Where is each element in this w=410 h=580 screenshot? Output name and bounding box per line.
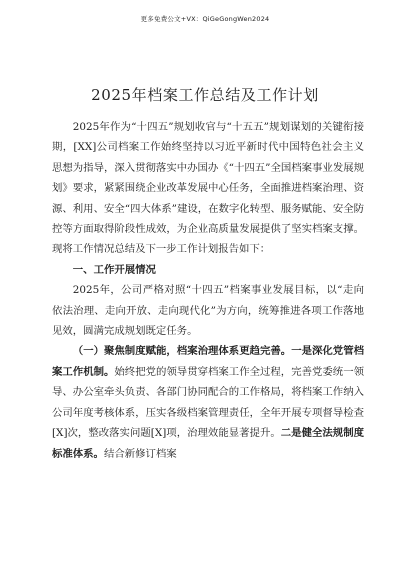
item1-paragraph (52, 341, 364, 463)
item1-bold-second: 二是健全法规制度标准体系。 (52, 427, 364, 460)
section-heading-1: 一、工作开展情况 (72, 263, 156, 276)
document-body (52, 117, 364, 464)
item1-text-continued: 结合新修订档案 (103, 447, 177, 460)
section1-intro-paragraph: 2025年，公司严格对照“十四五”档案事业发展目标，以“走向依法治理、走向开放、走向现代化”为方向，统筹推进各项工作落地见效，圆满完成规划既定任务。 (52, 284, 364, 338)
document-title: 2025年档案工作总结及工作计划 (91, 86, 319, 104)
watermark-text: 更多免费公文+VX：QiGeGongWen2024 (140, 15, 270, 23)
item1-text: 始终把党的领导贯穿档案工作全过程，完善党委统一领导、办公室牵头负责、各部门协同配合的工作格局，将档案工作纳入公司年度考核体系，压实各级档案管理责任，全年开展专项督导检查[X]次，整改落实问题[X]项，治理效能显著提升。 (52, 365, 365, 440)
item1-bold-lead: （一）聚焦制度赋能，档案治理体系更趋完善。一是深化党管档案工作机制。 (52, 345, 364, 378)
intro-paragraph: 2025年作为“十四五”规划收官与“十五五”规划谋划的关键衔接期，[XX]公司档案工作始终坚持以习近平新时代中国特色社会主义思想为指导，深入贯彻落实中办国办《“十四五”全国档案事业发展规划》要求，紧紧围绕企业改革发展中心任务，全面推进档案治理、资源、利用、安全“四大体系”建设，在数字化转型、服务赋能、安全防控等方面取得阶段性成效，为企业高质量发展提供了坚实档案支撑。现将工作情况总结及下一步工作计划报告如下： (52, 121, 364, 256)
